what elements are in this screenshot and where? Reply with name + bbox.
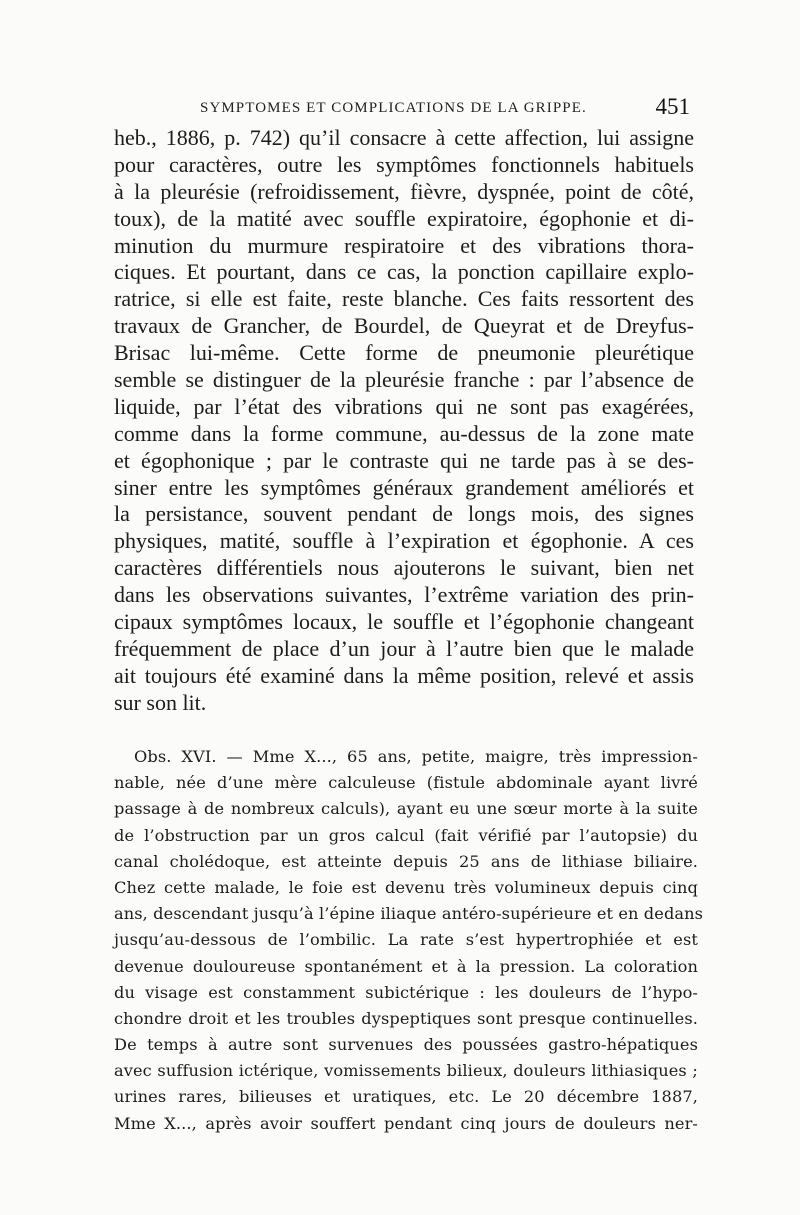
text-line: ratrice, si elle est faite, reste blanche. Ces faits ressortent des	[114, 286, 694, 312]
page-number: 451	[655, 94, 690, 119]
text-line: physiques, matité, souffle à l’expiration et égophonie. A ces	[114, 528, 694, 554]
observation-line: canal cholédoque, est atteinte depuis 25 ans de lithiase biliaire.	[114, 851, 698, 871]
text-line: comme dans la forme commune, au-dessus de la zone mate	[114, 420, 694, 446]
observation-line: avec suffusion ictérique, vomissements bilieux, douleurs lithiasiques ;	[114, 1061, 698, 1081]
text-line: la persistance, souvent pendant de longs mois, des signes	[114, 501, 694, 527]
text-line: ciques. Et pourtant, dans ce cas, la ponction capillaire explo-	[114, 259, 694, 285]
main-paragraph	[114, 125, 694, 717]
observation-line: jusqu’au-dessous de l’ombilic. La rate s’est hypertrophiée et est	[114, 930, 698, 950]
page-header	[200, 96, 690, 126]
text-line: liquide, par l’état des vibrations qui ne sont pas exagérées,	[114, 393, 694, 419]
text-line: semble se distinguer de la pleurésie franche : par l’absence de	[114, 367, 694, 393]
text-line: toux), de la matité avec souffle expiratoire, égophonie et di-	[114, 205, 694, 231]
text-line: fréquemment de place d’un jour à l’autre bien que le malade	[114, 635, 694, 661]
observation-line: de l’obstruction par un gros calcul (fait vérifié par l’autopsie) du	[114, 825, 698, 845]
observation-line: urines rares, bilieuses et uratiques, etc. Le 20 décembre 1887,	[114, 1087, 698, 1107]
observation-line: passage à de nombreux calculs), ayant eu une sœur morte à la suite	[114, 799, 698, 819]
text-line: à la pleurésie (refroidissement, fièvre, dyspnée, point de côté,	[114, 178, 694, 204]
text-line: ait toujours été examiné dans la même position, relevé et assis	[114, 662, 694, 688]
text-line: pour caractères, outre les symptômes fonctionnels habituels	[114, 151, 694, 177]
observation-line: chondre droit et les troubles dyspeptiques sont presque continuelles.	[114, 1008, 698, 1028]
observation-line: Mme X..., après avoir souffert pendant cinq jours de douleurs ner-	[114, 1113, 698, 1133]
observation-line: De temps à autre sont survenues des poussées gastro-hépatiques	[114, 1035, 698, 1055]
text-line: caractères différentiels nous ajouterons le suivant, bien net	[114, 555, 694, 581]
observation-line: Obs. XVI. — Mme X..., 65 ans, petite, maigre, très impression-	[134, 747, 698, 766]
observation-line: nable, née d’une mère calculeuse (fistule abdominale ayant livré	[114, 773, 698, 793]
text-line: sur son lit.	[114, 689, 207, 715]
text-line: Brisac lui-même. Cette forme de pneumonie pleurétique	[114, 340, 694, 366]
text-line: heb., 1886, p. 742) qu’il consacre à cette affection, lui assigne	[114, 125, 694, 150]
text-line: siner entre les symptômes généraux grandement améliorés et	[114, 474, 694, 500]
observation-line: devenue douloureuse spontanément et à la pression. La coloration	[114, 956, 698, 976]
text-line: minution du murmure respiratoire et des vibrations thora-	[114, 232, 694, 258]
text-line: dans les observations suivantes, l’extrême variation des prin-	[114, 582, 694, 608]
observation-line: Chez cette malade, le foie est devenu très volumineux depuis cinq	[114, 877, 698, 897]
running-title: SYMPTOMES ET COMPLICATIONS DE LA GRIPPE.	[200, 100, 587, 116]
observation-line: ans, descendant jusqu’à l’épine iliaque antéro-supérieure et en dedans	[114, 904, 704, 924]
text-line: et égophonique ; par le contraste qui ne tarde pas à se des-	[114, 447, 694, 473]
text-line: travaux de Grancher, de Bourdel, de Queyrat et de Dreyfus-	[114, 313, 694, 339]
observation-line: du visage est constamment subictérique : les douleurs de l’hypo-	[114, 982, 698, 1002]
observation-paragraph	[114, 744, 704, 1137]
text-line: cipaux symptômes locaux, le souffle et l’égophonie changeant	[114, 609, 694, 635]
